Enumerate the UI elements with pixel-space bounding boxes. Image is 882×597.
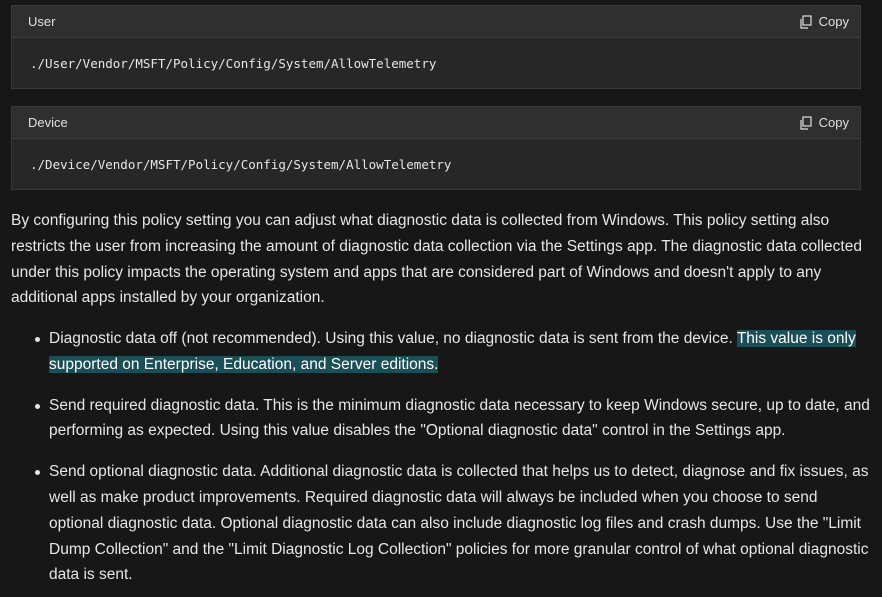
highlighted-text: This value is only supported on Enterprise, Education, and Server editions. <box>49 330 856 373</box>
options-list <box>28 326 873 597</box>
list-item <box>28 393 873 445</box>
code-block-device <box>11 106 861 190</box>
code-block-header <box>12 107 860 139</box>
code-block-label: Device <box>28 115 68 130</box>
copy-button-label: Copy <box>818 115 849 130</box>
code-content: ./User/Vendor/MSFT/Policy/Config/System/AllowTelemetry <box>30 55 437 71</box>
bullet-dot <box>35 337 40 342</box>
code-block-header <box>12 6 860 38</box>
copy-button[interactable] <box>799 115 849 130</box>
option-text: Send required diagnostic data. This is the minimum diagnostic data necessary to keep Windows secure, up to date, and performing as expected. Using this value disables the "Optional diagnostic data" control in the Settings app. <box>49 396 870 440</box>
bullet-dot <box>35 470 40 475</box>
copy-button-label: Copy <box>818 14 849 29</box>
code-block-user <box>11 5 861 89</box>
list-item <box>28 326 873 378</box>
copy-icon <box>799 116 813 130</box>
bullet-dot <box>35 404 40 409</box>
option-text: Diagnostic data off (not recommended). Using this value, no diagnostic data is sent from the device. <box>49 330 737 347</box>
copy-button[interactable] <box>799 14 849 29</box>
list-item <box>28 459 873 588</box>
policy-description: By configuring this policy setting you can adjust what diagnostic data is collected from Windows. This policy setting also restricts the user from increasing the amount of diagnostic data collection via the Settings app. The diagnostic data collected under this policy impacts the operating system and apps that are considered part of Windows and doesn't apply to any additional apps installed by your organization. <box>11 212 862 307</box>
option-text: Send optional diagnostic data. Additional diagnostic data is collected that helps us to detect, diagnose and fix issues, as well as make product improvements. Required diagnostic data will always be included when you choose to send optional diagnostic data. Optional diagnostic data can also include diagnostic log files and crash dumps. Use the "Limit Dump Collection" and the "Limit Diagnostic Log Collection" policies for more granular control of what optional diagnostic data is sent. <box>49 463 869 584</box>
copy-icon <box>799 15 813 29</box>
code-content: ./Device/Vendor/MSFT/Policy/Config/System/AllowTelemetry <box>30 156 452 172</box>
code-block-label: User <box>28 14 56 29</box>
